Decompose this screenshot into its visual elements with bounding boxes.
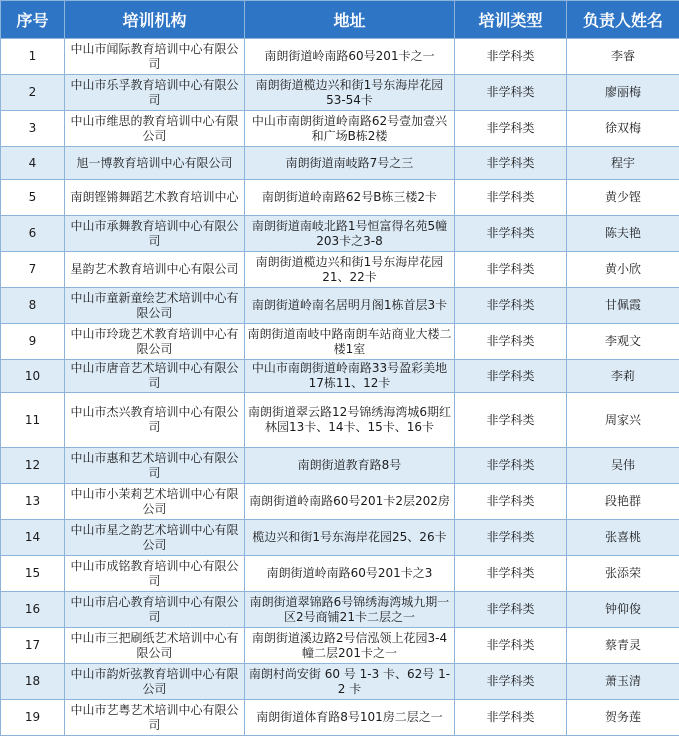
training-type-cell: 非学科类 [455, 592, 567, 628]
training-type-cell: 非学科类 [455, 448, 567, 484]
serial-number-cell: 19 [1, 700, 65, 736]
table-row [1, 556, 679, 592]
person-in-charge-cell: 黄少铿 [567, 180, 679, 216]
institution-name-cell: 旭一博教育培训中心有限公司 [65, 147, 245, 180]
serial-number-cell: 18 [1, 664, 65, 700]
person-in-charge-cell: 贺务莲 [567, 700, 679, 736]
table-row [1, 700, 679, 736]
address-cell: 南朗街道体育路8号101房二层之一 [245, 700, 455, 736]
address-cell: 中山市南朗街道岭南路33号盈彩美地17栋11、12卡 [245, 360, 455, 393]
table-row [1, 592, 679, 628]
person-in-charge-cell: 廖丽梅 [567, 75, 679, 111]
training-type-cell: 非学科类 [455, 216, 567, 252]
institution-name-cell: 中山市承舞教育培训中心有限公司 [65, 216, 245, 252]
person-in-charge-cell: 李观文 [567, 324, 679, 360]
institution-name-cell: 中山市启心教育培训中心有限公司 [65, 592, 245, 628]
table-row [1, 75, 679, 111]
training-type-cell: 非学科类 [455, 360, 567, 393]
address-cell: 南朗街道溪边路2号信泓领上花园3-4幢二层201卡之一 [245, 628, 455, 664]
institution-name-cell: 中山市惠和艺术培训中心有限公司 [65, 448, 245, 484]
address-cell: 南朗街道南岐中路南朗车站商业大楼二楼1室 [245, 324, 455, 360]
institution-name-cell: 中山市童新童绘艺术培训中心有限公司 [65, 288, 245, 324]
header-row [1, 1, 679, 39]
training-type-cell: 非学科类 [455, 393, 567, 448]
header-person-in-charge: 负责人姓名 [567, 1, 679, 39]
training-type-cell: 非学科类 [455, 484, 567, 520]
institution-name-cell: 中山市三把刷纸艺术培训中心有限公司 [65, 628, 245, 664]
table-row [1, 324, 679, 360]
training-type-cell: 非学科类 [455, 556, 567, 592]
address-cell: 南朗街道榄边兴和街1号东海岸花园21、22卡 [245, 252, 455, 288]
person-in-charge-cell: 陈夫艳 [567, 216, 679, 252]
table-row [1, 111, 679, 147]
table-row [1, 360, 679, 393]
serial-number-cell: 12 [1, 448, 65, 484]
training-type-cell: 非学科类 [455, 628, 567, 664]
address-cell: 南朗街道岭南路60号201卡2层202房 [245, 484, 455, 520]
address-cell: 南朗村尚安街 60 号 1-3 卡、62号 1-2 卡 [245, 664, 455, 700]
training-type-cell: 非学科类 [455, 180, 567, 216]
address-cell: 南朗街道翠锦路6号锦绣海湾城九期一区2号商铺21卡二层之一 [245, 592, 455, 628]
serial-number-cell: 15 [1, 556, 65, 592]
address-cell: 南朗街道南岐路7号之三 [245, 147, 455, 180]
serial-number-cell: 16 [1, 592, 65, 628]
training-type-cell: 非学科类 [455, 252, 567, 288]
table-row [1, 252, 679, 288]
table-row [1, 448, 679, 484]
address-cell: 南朗街道岭南名居明月阁1栋首层3卡 [245, 288, 455, 324]
person-in-charge-cell: 萧玉清 [567, 664, 679, 700]
person-in-charge-cell: 甘佩霞 [567, 288, 679, 324]
table-row [1, 288, 679, 324]
serial-number-cell: 6 [1, 216, 65, 252]
institution-name-cell: 中山市艺粤艺术培训中心有限公司 [65, 700, 245, 736]
person-in-charge-cell: 吴伟 [567, 448, 679, 484]
header-institution: 培训机构 [65, 1, 245, 39]
institution-name-cell: 星韵艺术教育培训中心有限公司 [65, 252, 245, 288]
institution-name-cell: 中山市乐孚教育培训中心有限公司 [65, 75, 245, 111]
header-address: 地址 [245, 1, 455, 39]
person-in-charge-cell: 李睿 [567, 39, 679, 75]
training-type-cell: 非学科类 [455, 520, 567, 556]
serial-number-cell: 4 [1, 147, 65, 180]
institution-name-cell: 中山市成铭教育培训中心有限公司 [65, 556, 245, 592]
address-cell: 南朗街道岭南路60号201卡之一 [245, 39, 455, 75]
institution-name-cell: 中山市小茉莉艺术培训中心有限公司 [65, 484, 245, 520]
address-cell: 南朗街道岭南路62号B栋三楼2卡 [245, 180, 455, 216]
serial-number-cell: 2 [1, 75, 65, 111]
person-in-charge-cell: 李莉 [567, 360, 679, 393]
address-cell: 南朗街道翠云路12号锦绣海湾城6期红林园13卡、14卡、15卡、16卡 [245, 393, 455, 448]
serial-number-cell: 3 [1, 111, 65, 147]
person-in-charge-cell: 徐双梅 [567, 111, 679, 147]
training-type-cell: 非学科类 [455, 288, 567, 324]
table-row [1, 393, 679, 448]
serial-number-cell: 8 [1, 288, 65, 324]
serial-number-cell: 9 [1, 324, 65, 360]
table-row [1, 180, 679, 216]
table-row [1, 147, 679, 180]
institution-name-cell: 中山市星之韵艺术培训中心有限公司 [65, 520, 245, 556]
address-cell: 中山市南朗街道岭南路62号壹加壹兴和广场B栋2楼 [245, 111, 455, 147]
institution-name-cell: 中山市杰兴教育培训中心有限公司 [65, 393, 245, 448]
table-row [1, 520, 679, 556]
person-in-charge-cell: 张喜桃 [567, 520, 679, 556]
address-cell: 南朗街道教育路8号 [245, 448, 455, 484]
serial-number-cell: 17 [1, 628, 65, 664]
institution-name-cell: 南朗铿锵舞蹈艺术教育培训中心 [65, 180, 245, 216]
table-row [1, 628, 679, 664]
training-type-cell: 非学科类 [455, 700, 567, 736]
serial-number-cell: 1 [1, 39, 65, 75]
person-in-charge-cell: 张添荣 [567, 556, 679, 592]
training-type-cell: 非学科类 [455, 111, 567, 147]
training-type-cell: 非学科类 [455, 664, 567, 700]
institution-name-cell: 中山市玲珑艺术教育培训中心有限公司 [65, 324, 245, 360]
header-serial-number: 序号 [1, 1, 65, 39]
table-row [1, 39, 679, 75]
header-training-type: 培训类型 [455, 1, 567, 39]
training-type-cell: 非学科类 [455, 147, 567, 180]
serial-number-cell: 7 [1, 252, 65, 288]
person-in-charge-cell: 钟仰俊 [567, 592, 679, 628]
table-row [1, 216, 679, 252]
institution-name-cell: 中山市唐音艺术培训中心有限公司 [65, 360, 245, 393]
address-cell: 榄边兴和街1号东海岸花园25、26卡 [245, 520, 455, 556]
address-cell: 南朗街道榄边兴和街1号东海岸花园53-54卡 [245, 75, 455, 111]
address-cell: 南朗街道岭南路60号201卡之3 [245, 556, 455, 592]
address-cell: 南朗街道南岐北路1号恒富得名苑5幢203卡之3-8 [245, 216, 455, 252]
serial-number-cell: 10 [1, 360, 65, 393]
serial-number-cell: 14 [1, 520, 65, 556]
table-row [1, 484, 679, 520]
table-row [1, 664, 679, 700]
serial-number-cell: 13 [1, 484, 65, 520]
training-type-cell: 非学科类 [455, 324, 567, 360]
institution-name-cell: 中山市维思的教育培训中心有限公司 [65, 111, 245, 147]
person-in-charge-cell: 蔡青灵 [567, 628, 679, 664]
serial-number-cell: 11 [1, 393, 65, 448]
institution-name-cell: 中山市韵炘弦教育培训中心有限公司 [65, 664, 245, 700]
person-in-charge-cell: 周家兴 [567, 393, 679, 448]
institution-name-cell: 中山市闻际教育培训中心有限公司 [65, 39, 245, 75]
person-in-charge-cell: 黄小欣 [567, 252, 679, 288]
training-type-cell: 非学科类 [455, 39, 567, 75]
serial-number-cell: 5 [1, 180, 65, 216]
person-in-charge-cell: 程宇 [567, 147, 679, 180]
training-type-cell: 非学科类 [455, 75, 567, 111]
person-in-charge-cell: 段艳群 [567, 484, 679, 520]
table-body [1, 39, 679, 736]
